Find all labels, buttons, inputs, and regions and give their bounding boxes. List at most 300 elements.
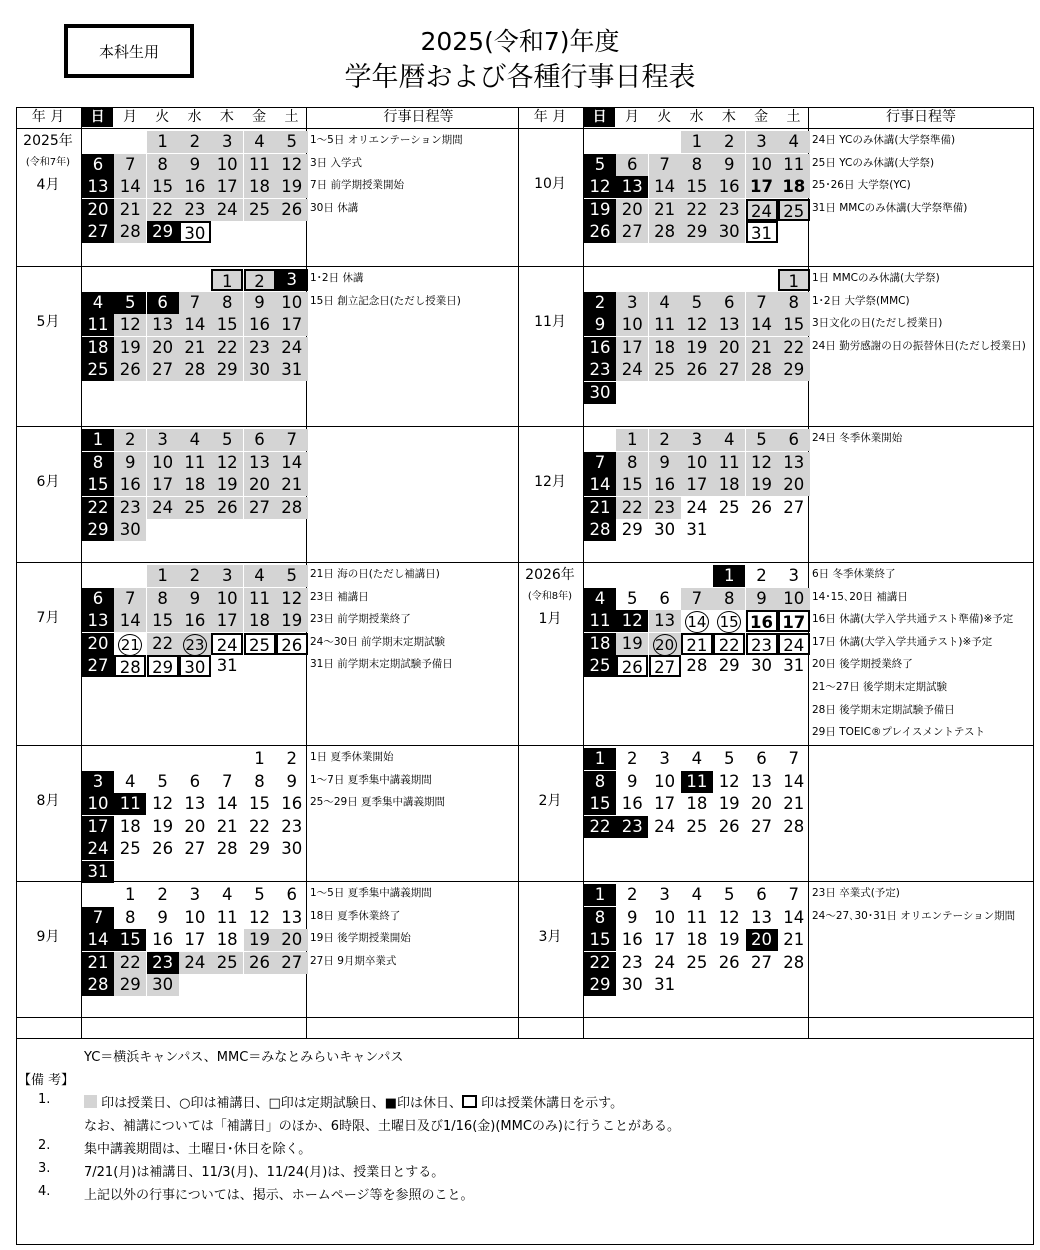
month-label-cell [16, 311, 80, 333]
day-cell: 8 [616, 452, 648, 474]
day-cell: 8 [713, 588, 745, 610]
day-cell: 17 [211, 176, 243, 198]
day-cell: 14 [114, 176, 146, 198]
day-cell: 6 [778, 429, 810, 451]
day-cell: 23 [179, 199, 211, 221]
day-cell: 11 [778, 154, 810, 176]
day-cell: 17 [616, 337, 648, 359]
day-cell: 18 [119, 816, 141, 836]
day-cell: 31 [783, 656, 805, 676]
day-cell: 12 [114, 314, 146, 336]
day-cell: 15 [584, 929, 616, 951]
day-cell: 20 [746, 929, 778, 951]
day-cell: 1 [681, 131, 713, 153]
day-cell: 3 [616, 292, 648, 314]
day-cell: 1 [616, 429, 648, 451]
day-cell: 12 [276, 588, 308, 610]
day-cell: 30 [281, 839, 303, 859]
header-weekday: 月 [122, 109, 137, 125]
day-cell: 7 [788, 885, 800, 904]
event-item: 27日 9月期卒業式 [310, 954, 397, 967]
day-cell: 23 [621, 952, 643, 972]
day-cell: 28 [114, 655, 146, 677]
day-cell: 18 [778, 176, 810, 198]
day-cell: 1 [147, 565, 179, 587]
day-cell: 8 [584, 907, 616, 929]
day-cell: 22 [616, 497, 648, 519]
day-cell: 14 [216, 794, 238, 814]
day-cell: 11 [179, 452, 211, 474]
day-cell: 24 [179, 952, 211, 974]
event-item: 15日 創立記念日(ただし授業日) [310, 294, 461, 307]
day-cell: 18 [82, 337, 114, 359]
day-cell: 2 [713, 131, 745, 153]
day-cell: 28 [114, 221, 146, 243]
day-cell: 31 [654, 975, 676, 995]
day-cell: 26 [584, 221, 616, 243]
day-cell: 29 [147, 655, 179, 677]
day-cell: 25 [119, 839, 141, 859]
day-cell: 20 [244, 474, 276, 496]
day-cell: 6 [286, 885, 298, 904]
day-cell: 9 [713, 154, 745, 176]
day-cell: 19 [746, 474, 778, 496]
day-cell: 12 [681, 314, 713, 336]
day-cell: 21 [584, 497, 616, 519]
day-cell: 11 [244, 588, 276, 610]
day-cell: 8 [778, 292, 810, 314]
day-cell: 19 [114, 337, 146, 359]
day-cell: 3 [276, 269, 308, 291]
day-cell: 15 [147, 176, 179, 198]
day-cell: 24 [746, 199, 778, 221]
day-cell: 4 [244, 131, 276, 153]
day-cell: 8 [125, 907, 136, 927]
day-cell: 20 [751, 794, 772, 814]
day-cell: 24 [616, 359, 648, 381]
day-cell: 19 [718, 794, 740, 814]
day-cell: 27 [244, 497, 276, 519]
day-cell: 31 [686, 520, 708, 540]
day-cell: 4 [649, 292, 681, 314]
day-cell: 10 [654, 771, 676, 791]
day-cell: 20 [778, 474, 810, 496]
day-cell: 15 [778, 314, 810, 336]
day-cell: 26 [718, 816, 740, 836]
day-cell: 29 [249, 839, 270, 859]
day-cell: 14 [114, 610, 146, 632]
day-cell: 16 [713, 176, 745, 198]
month-label-cell [518, 471, 582, 493]
month-label-cell [518, 926, 582, 948]
note-number-1: 1. [38, 1092, 51, 1107]
day-cell: 19 [616, 633, 648, 655]
day-cell: 1 [584, 748, 616, 770]
note-3: 7/21(月)は補講日、11/3(月)、11/24(月)は、授業日とする。 [84, 1165, 445, 1180]
day-cell: 2 [286, 749, 298, 768]
day-cell: 26 [718, 952, 740, 972]
day-cell: 24 [147, 497, 179, 519]
day-cell: 21 [783, 794, 805, 814]
day-cell: 2 [179, 565, 211, 587]
month-label-cell [16, 130, 80, 196]
day-cell: 26 [751, 497, 772, 517]
day-cell: 19 [152, 816, 174, 836]
day-cell: 9 [584, 314, 616, 336]
month-label: 1月 [538, 611, 562, 627]
day-cell: 7 [788, 749, 800, 768]
day-cell: 31 [746, 221, 778, 243]
day-cell: 7 [221, 771, 233, 791]
day-cell: 20 [649, 633, 681, 655]
note-number-3: 3. [38, 1161, 51, 1176]
day-cell: 29 [718, 656, 740, 676]
event-item: 24日 YCのみ休講(大学祭準備) [812, 134, 956, 146]
day-cell: 17 [184, 930, 206, 950]
day-cell: 14 [783, 907, 805, 927]
day-cell: 3 [746, 131, 778, 153]
day-cell: 26 [616, 655, 648, 677]
event-item: 1･2日 大学祭(MMC) [812, 294, 910, 307]
event-item: 25･26日 大学祭(YC) [812, 179, 911, 192]
event-item: 31日 前学期末定期試験予備日 [310, 658, 453, 671]
day-cell: 25 [244, 199, 276, 221]
day-cell: 16 [114, 474, 146, 496]
day-cell: 9 [179, 154, 211, 176]
month-label: 8月 [36, 793, 60, 809]
month-label: 2月 [538, 793, 562, 809]
day-cell: 6 [616, 154, 648, 176]
day-cell: 21 [179, 337, 211, 359]
day-cell: 26 [244, 952, 276, 974]
header-events: 行事日程等 [886, 109, 956, 125]
day-cell: 3 [211, 565, 243, 587]
day-cell: 24 [82, 838, 114, 860]
day-cell: 5 [276, 131, 308, 153]
day-cell: 11 [216, 907, 238, 927]
day-cell: 22 [147, 633, 179, 655]
day-cell: 30 [114, 519, 146, 541]
day-cell: 13 [713, 314, 745, 336]
header-weekday: 日 [584, 108, 615, 127]
day-cell: 23 [746, 633, 778, 655]
day-cell: 26 [276, 633, 308, 655]
day-cell: 21 [681, 633, 713, 655]
day-cell: 26 [114, 359, 146, 381]
day-cell: 1 [82, 429, 114, 451]
day-cell: 7 [114, 154, 146, 176]
day-cell: 1 [584, 884, 616, 906]
note-1-continued: なお、補講については「補講日」のほか、6時限、土曜日及び1/16(金)(MMCのみ)に行うことがある。 [84, 1119, 681, 1134]
day-cell: 21 [746, 337, 778, 359]
day-cell: 2 [756, 566, 767, 585]
event-item: 14･15､20日 補講日 [812, 590, 908, 603]
day-cell: 20 [147, 337, 179, 359]
day-cell: 30 [179, 655, 211, 677]
day-cell: 19 [276, 610, 308, 632]
day-cell: 17 [746, 176, 778, 198]
day-cell: 15 [584, 793, 616, 815]
day-cell: 21 [276, 474, 308, 496]
day-cell: 13 [281, 907, 303, 927]
day-cell: 10 [184, 907, 206, 927]
note-2: 集中講義期間は、土曜日･休日を除く。 [84, 1142, 312, 1157]
day-cell: 14 [584, 474, 616, 496]
day-cell: 8 [147, 154, 179, 176]
day-cell: 5 [157, 771, 168, 791]
day-cell: 27 [751, 952, 772, 972]
month-label-cell [16, 607, 80, 629]
day-cell: 10 [681, 452, 713, 474]
day-cell: 21 [783, 930, 805, 950]
day-cell: 28 [216, 839, 238, 859]
header-weekday: 火 [657, 109, 672, 125]
event-item: 23日 前学期授業終了 [310, 613, 411, 626]
day-cell: 2 [584, 292, 616, 314]
day-cell: 18 [216, 930, 238, 950]
event-item: 21～27日 後学期末定期試験 [812, 681, 948, 693]
event-item: 7日 前学期授業開始 [310, 179, 405, 192]
day-cell: 10 [616, 314, 648, 336]
day-cell: 19 [681, 337, 713, 359]
day-cell: 17 [654, 930, 676, 950]
title-line-1: 2025(令和7)年度 [420, 27, 620, 56]
day-cell: 11 [584, 610, 616, 632]
day-cell: 5 [211, 429, 243, 451]
day-cell: 21 [649, 199, 681, 221]
day-cell: 15 [249, 794, 270, 814]
day-cell: 13 [751, 907, 772, 927]
day-cell: 29 [147, 221, 179, 243]
day-cell: 11 [681, 771, 713, 793]
day-cell: 13 [184, 794, 206, 814]
day-cell: 30 [751, 656, 772, 676]
day-cell: 2 [627, 885, 638, 904]
day-cell: 20 [616, 199, 648, 221]
day-cell: 3 [659, 885, 670, 904]
day-cell: 23 [649, 497, 681, 519]
day-cell: 17 [654, 794, 676, 814]
event-item: 18日 夏季休業終了 [310, 909, 401, 922]
day-cell: 23 [616, 816, 648, 838]
day-cell: 18 [244, 610, 276, 632]
day-cell: 16 [621, 930, 643, 950]
day-cell: 8 [254, 771, 265, 791]
month-label: 12月 [534, 474, 566, 490]
day-cell: 2 [244, 269, 276, 291]
day-cell: 5 [584, 154, 616, 176]
day-cell: 9 [179, 588, 211, 610]
day-cell: 26 [211, 497, 243, 519]
month-label: 6月 [36, 474, 60, 490]
cancelled-day-icon [462, 1095, 477, 1108]
day-cell: 1 [254, 749, 265, 768]
day-cell: 29 [621, 520, 643, 540]
day-cell: 20 [713, 337, 745, 359]
month-label-cell [518, 790, 582, 812]
day-cell: 6 [189, 771, 201, 791]
day-cell: 14 [681, 610, 713, 632]
day-cell: 22 [584, 816, 616, 838]
column-divider [81, 107, 82, 1038]
day-cell: 31 [216, 656, 238, 676]
day-cell: 7 [179, 292, 211, 314]
event-item: 31日 MMCのみ休講(大学祭準備) [812, 201, 968, 214]
day-cell: 12 [746, 452, 778, 474]
day-cell: 12 [211, 452, 243, 474]
event-item: 1～7日 夏季集中講義期間 [310, 773, 432, 786]
day-cell: 13 [244, 452, 276, 474]
day-cell: 14 [783, 771, 805, 791]
header-weekday: 土 [786, 109, 801, 125]
event-item: 29日 TOEIC®プレイスメントテスト [812, 726, 985, 739]
day-cell: 16 [746, 610, 778, 632]
day-cell: 7 [649, 154, 681, 176]
title-line-2: 学年暦および各種行事日程表 [344, 62, 696, 93]
day-cell: 22 [147, 199, 179, 221]
day-cell: 18 [649, 337, 681, 359]
event-item: 28日 後学期末定期試験予備日 [812, 703, 955, 716]
day-cell: 16 [179, 176, 211, 198]
day-cell: 13 [147, 314, 179, 336]
day-cell: 30 [584, 382, 616, 404]
day-cell: 14 [649, 176, 681, 198]
day-cell: 15 [713, 610, 745, 632]
day-cell: 23 [114, 497, 146, 519]
day-cell: 6 [147, 292, 179, 314]
day-cell: 16 [179, 610, 211, 632]
day-cell: 2 [179, 131, 211, 153]
era-label: (令和8年) [527, 591, 573, 602]
day-cell: 25 [82, 359, 114, 381]
row-divider [16, 745, 1034, 746]
day-cell: 15 [211, 314, 243, 336]
day-cell: 13 [616, 176, 648, 198]
day-cell: 31 [82, 861, 114, 883]
era-label: (令和7年) [25, 157, 71, 168]
day-cell: 9 [627, 771, 638, 791]
day-cell: 3 [147, 429, 179, 451]
day-cell: 17 [82, 816, 114, 838]
day-cell: 26 [152, 839, 174, 859]
day-cell: 12 [276, 154, 308, 176]
day-cell: 25 [686, 952, 708, 972]
day-cell: 17 [681, 474, 713, 496]
event-item: 1日 夏季休業開始 [310, 751, 394, 763]
day-cell: 28 [649, 221, 681, 243]
note-1: 印は授業日、○印は補講日、□印は定期試験日、■印は休日、 印は授業休講日を示す。 [84, 1092, 623, 1111]
header-weekday: 月 [624, 109, 639, 125]
day-cell: 8 [211, 292, 243, 314]
day-cell: 17 [276, 314, 308, 336]
day-cell: 31 [276, 359, 308, 381]
day-cell: 18 [686, 794, 708, 814]
day-cell: 24 [211, 199, 243, 221]
day-cell: 4 [778, 131, 810, 153]
day-cell: 2 [114, 429, 146, 451]
event-item: 30日 休講 [310, 201, 359, 214]
day-cell: 11 [713, 452, 745, 474]
day-cell: 30 [179, 221, 211, 243]
audience-badge: 本科生用 [64, 24, 194, 78]
day-cell: 1 [125, 885, 136, 904]
day-cell: 4 [221, 885, 233, 904]
event-item: 24～30日 前学期末定期試験 [310, 635, 446, 648]
day-cell: 24 [686, 497, 708, 517]
day-cell: 21 [114, 633, 146, 655]
day-cell: 30 [621, 975, 643, 995]
day-cell: 15 [114, 929, 146, 951]
event-item: 24～27､30･31日 オリエンテーション期間 [812, 909, 1016, 922]
day-cell: 27 [751, 816, 772, 836]
campus-legend: YC＝横浜キャンパス、MMC＝みなとみらいキャンパス [84, 1050, 404, 1065]
day-cell: 16 [244, 314, 276, 336]
event-item: 23日 補講日 [310, 590, 369, 603]
event-item: 1～5日 オリエンテーション期間 [310, 134, 463, 146]
day-cell: 27 [649, 655, 681, 677]
day-cell: 2 [627, 749, 638, 768]
header-events: 行事日程等 [383, 109, 454, 125]
day-cell: 28 [746, 359, 778, 381]
header-weekday: 水 [187, 109, 202, 125]
day-cell: 27 [783, 497, 805, 517]
day-cell: 24 [654, 952, 676, 972]
event-item: 3日 入学式 [310, 156, 363, 169]
day-cell: 2 [157, 885, 168, 904]
header-weekday: 火 [155, 109, 170, 125]
day-cell: 4 [179, 429, 211, 451]
day-cell: 23 [147, 952, 179, 974]
day-cell: 18 [713, 474, 745, 496]
event-item: 1～5日 夏季集中講義期間 [310, 887, 432, 899]
day-cell: 28 [584, 519, 616, 541]
event-item: 19日 後学期授業開始 [310, 932, 411, 945]
day-cell: 20 [276, 929, 308, 951]
day-cell: 9 [627, 907, 638, 927]
day-cell: 9 [244, 292, 276, 314]
day-cell: 15 [147, 610, 179, 632]
day-cell: 22 [778, 337, 810, 359]
day-cell: 27 [713, 359, 745, 381]
row-divider [16, 1038, 1034, 1039]
year-label: 2025年 [23, 133, 73, 149]
day-cell: 25 [244, 633, 276, 655]
day-cell: 15 [616, 474, 648, 496]
day-cell: 12 [718, 907, 740, 927]
day-cell: 6 [756, 749, 767, 768]
day-cell: 23 [179, 633, 211, 655]
day-cell: 22 [82, 497, 114, 519]
day-cell: 28 [82, 974, 114, 996]
day-cell: 14 [82, 929, 114, 951]
event-item: 25日 YCのみ休講(大学祭) [812, 156, 935, 169]
day-cell: 29 [778, 359, 810, 381]
day-cell: 27 [82, 221, 114, 243]
day-cell: 28 [783, 952, 805, 972]
day-cell: 16 [584, 337, 616, 359]
day-cell: 2 [649, 429, 681, 451]
day-cell: 22 [713, 633, 745, 655]
day-cell: 27 [147, 359, 179, 381]
day-cell: 20 [82, 199, 114, 221]
day-cell: 10 [82, 793, 114, 815]
day-cell: 17 [778, 610, 810, 632]
day-cell: 5 [723, 885, 735, 904]
class-day-icon [84, 1095, 97, 1108]
day-cell: 16 [621, 794, 643, 814]
header-weekday: 木 [219, 109, 234, 125]
event-item: 17日 休講(大学入学共通テスト)※予定 [812, 635, 993, 648]
